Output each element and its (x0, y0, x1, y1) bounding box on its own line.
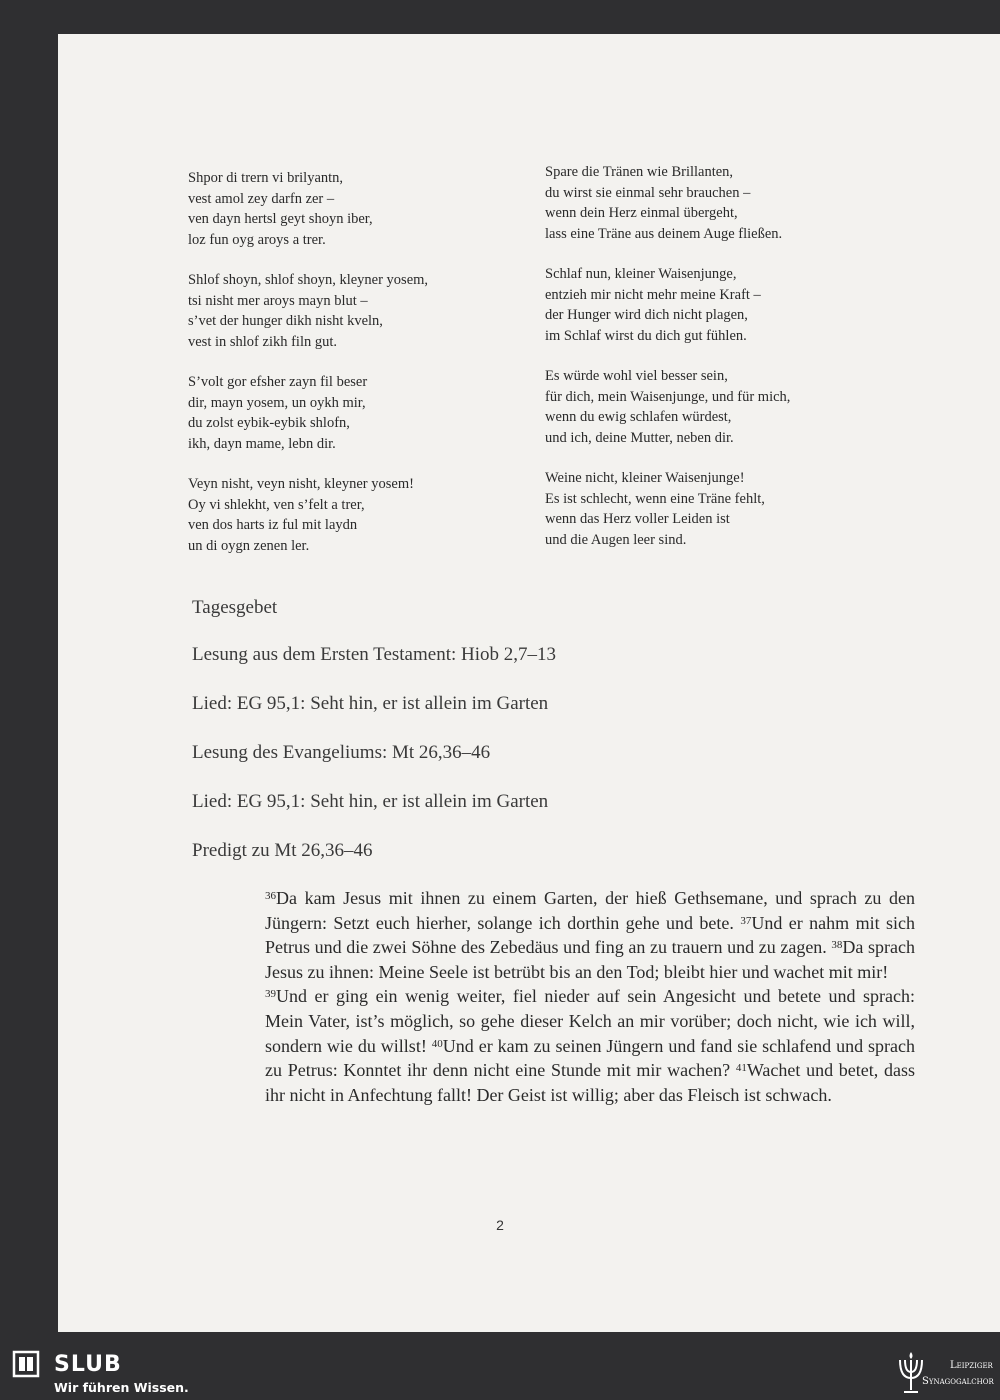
yiddish-line: Shpor di trern vi brilyantn, (188, 170, 344, 186)
yiddish-stanza (188, 270, 428, 352)
yiddish-stanza (188, 372, 428, 454)
yiddish-line: ikh, dayn mame, lebn dir. (188, 435, 336, 452)
verse-number: 36 (265, 890, 276, 902)
german-line: lass eine Träne aus deinem Auge fließen. (545, 225, 783, 242)
yiddish-line: ven dayn hertsl geyt shoyn iber, (188, 211, 373, 227)
footer-bar (0, 1346, 1000, 1400)
yiddish-line: vest in shlof zikh filn gut. (188, 333, 338, 350)
page-number: 2 (496, 1217, 504, 1233)
verse-text: Da kam Jesus mit ihnen zu einem Garten, der hieß Gethsemane, und sprach zu den Jüngern: Setzt euch hierher, solange ich dorthin gehe und bete. (265, 888, 915, 933)
verse-number: 39 (265, 988, 276, 1001)
document-page (58, 34, 1000, 1332)
partner-name-line1: Leipziger (950, 1360, 993, 1371)
german-line: für dich, mein Waisenjunge, und für mich, (545, 388, 791, 405)
yiddish-line: loz fun oyg aroys a trer. (188, 231, 326, 248)
brand-name: SLUB (54, 1352, 122, 1377)
verse-text: Und er ging ein wenig weiter, fiel nieder auf sein Angesicht und betete und sprach: Mein Vater, ist’s möglich, so gehe dieser Kelch an mir vorüber; doch nicht, wie ich will, sondern wie du willst! (265, 986, 915, 1056)
german-line: Schlaf nun, kleiner Waisenjunge, (545, 266, 737, 282)
verse-text: Da sprach Jesus zu ihnen: Meine Seele ist betrübt bis an den Tod; bleibt hier und wachet mit mir! (265, 937, 915, 982)
german-stanza (545, 264, 790, 346)
german-line: im Schlaf wirst du dich gut fühlen. (545, 327, 747, 344)
yiddish-line: Oy vi shlekht, ven s’felt a trer, (188, 496, 365, 513)
german-stanza (545, 468, 790, 550)
german-line: wenn du ewig schlafen würdest, (545, 409, 732, 425)
verse-number: 37 (740, 914, 752, 927)
german-stanza (545, 366, 790, 448)
heading-lesung-at: Lesung aus dem Ersten Testament: Hiob 2,7–13 (192, 644, 557, 665)
yiddish-line: Veyn nisht, veyn nisht, kleyner yosem! (188, 476, 414, 492)
heading-lesung-evangelium: Lesung des Evangeliums: Mt 26,36–46 (192, 742, 491, 763)
heading-predigt: Predigt zu Mt 26,36–46 (192, 840, 373, 861)
german-stanza (545, 162, 790, 244)
german-line: und ich, deine Mutter, neben dir. (545, 429, 734, 446)
yiddish-line: dir, mayn yosem, un oykh mir, (188, 394, 366, 411)
scripture-paragraph (265, 886, 915, 984)
partner-name-line2: Synagogalchor (922, 1376, 994, 1387)
verse-number: 40 (431, 1037, 443, 1050)
german-line: wenn dein Herz einmal übergeht, (545, 205, 738, 221)
yiddish-stanza (188, 474, 428, 556)
menorah-icon (896, 1350, 926, 1396)
german-line: und die Augen leer sind. (545, 531, 687, 548)
scripture-paragraph (265, 984, 915, 1107)
verse-text: Und er kam zu seinen Jüngern und fand sie schlafend und sprach zu Petrus: Konntet ihr denn nicht eine Stunde mit mir wachen? (265, 1035, 916, 1081)
heading-tagesgebet: Tagesgebet (192, 597, 278, 618)
brand-tagline: Wir führen Wissen. (54, 1380, 189, 1395)
yiddish-line: du zolst eybik-eybik shlofn, (188, 415, 350, 431)
heading-lied-1: Lied: EG 95,1: Seht hin, er ist allein im Garten (192, 693, 549, 714)
german-line: Es würde wohl viel besser sein, (545, 368, 728, 384)
german-line: Weine nicht, kleiner Waisenjunge! (545, 470, 745, 486)
book-icon (12, 1350, 40, 1378)
yiddish-line: s’vet der hunger dikh nisht kveln, (188, 313, 383, 329)
yiddish-line: un di oygn zenen ler. (188, 537, 310, 554)
yiddish-stanza (188, 168, 428, 250)
german-line: du wirst sie einmal sehr brauchen – (545, 184, 751, 201)
german-translation (545, 162, 790, 570)
german-line: Es ist schlecht, wenn eine Träne fehlt, (545, 490, 765, 507)
heading-lied-2: Lied: EG 95,1: Seht hin, er ist allein im Garten (192, 791, 549, 812)
german-line: entzieh mir nicht mehr meine Kraft – (545, 286, 761, 303)
yiddish-line: S’volt gor efsher zayn fil beser (188, 374, 368, 390)
german-line: wenn das Herz voller Leiden ist (545, 511, 730, 527)
german-line: Spare die Tränen wie Brillanten, (545, 164, 734, 180)
yiddish-line: ven dos harts iz ful mit laydn (188, 517, 358, 533)
yiddish-line: vest amol zey darfn zer – (188, 190, 335, 207)
scripture-passage (265, 886, 915, 1107)
verse-text: Und er nahm mit sich Petrus und die zwei Söhne des Zebedäus und fing an zu trauern und zu zagen. (265, 912, 915, 958)
verse-number: 38 (831, 939, 843, 952)
yiddish-lyrics (188, 168, 428, 576)
yiddish-line: tsi nisht mer aroys mayn blut – (188, 292, 368, 309)
verse-number: 41 (735, 1062, 747, 1075)
yiddish-line: Shlof shoyn, shlof shoyn, kleyner yosem, (188, 272, 429, 288)
german-line: der Hunger wird dich nicht plagen, (545, 307, 748, 323)
verse-text: Wachet und betet, dass ihr nicht in Anfechtung fallt! Der Geist ist willig; aber das Fleisch ist schwach. (265, 1060, 915, 1105)
